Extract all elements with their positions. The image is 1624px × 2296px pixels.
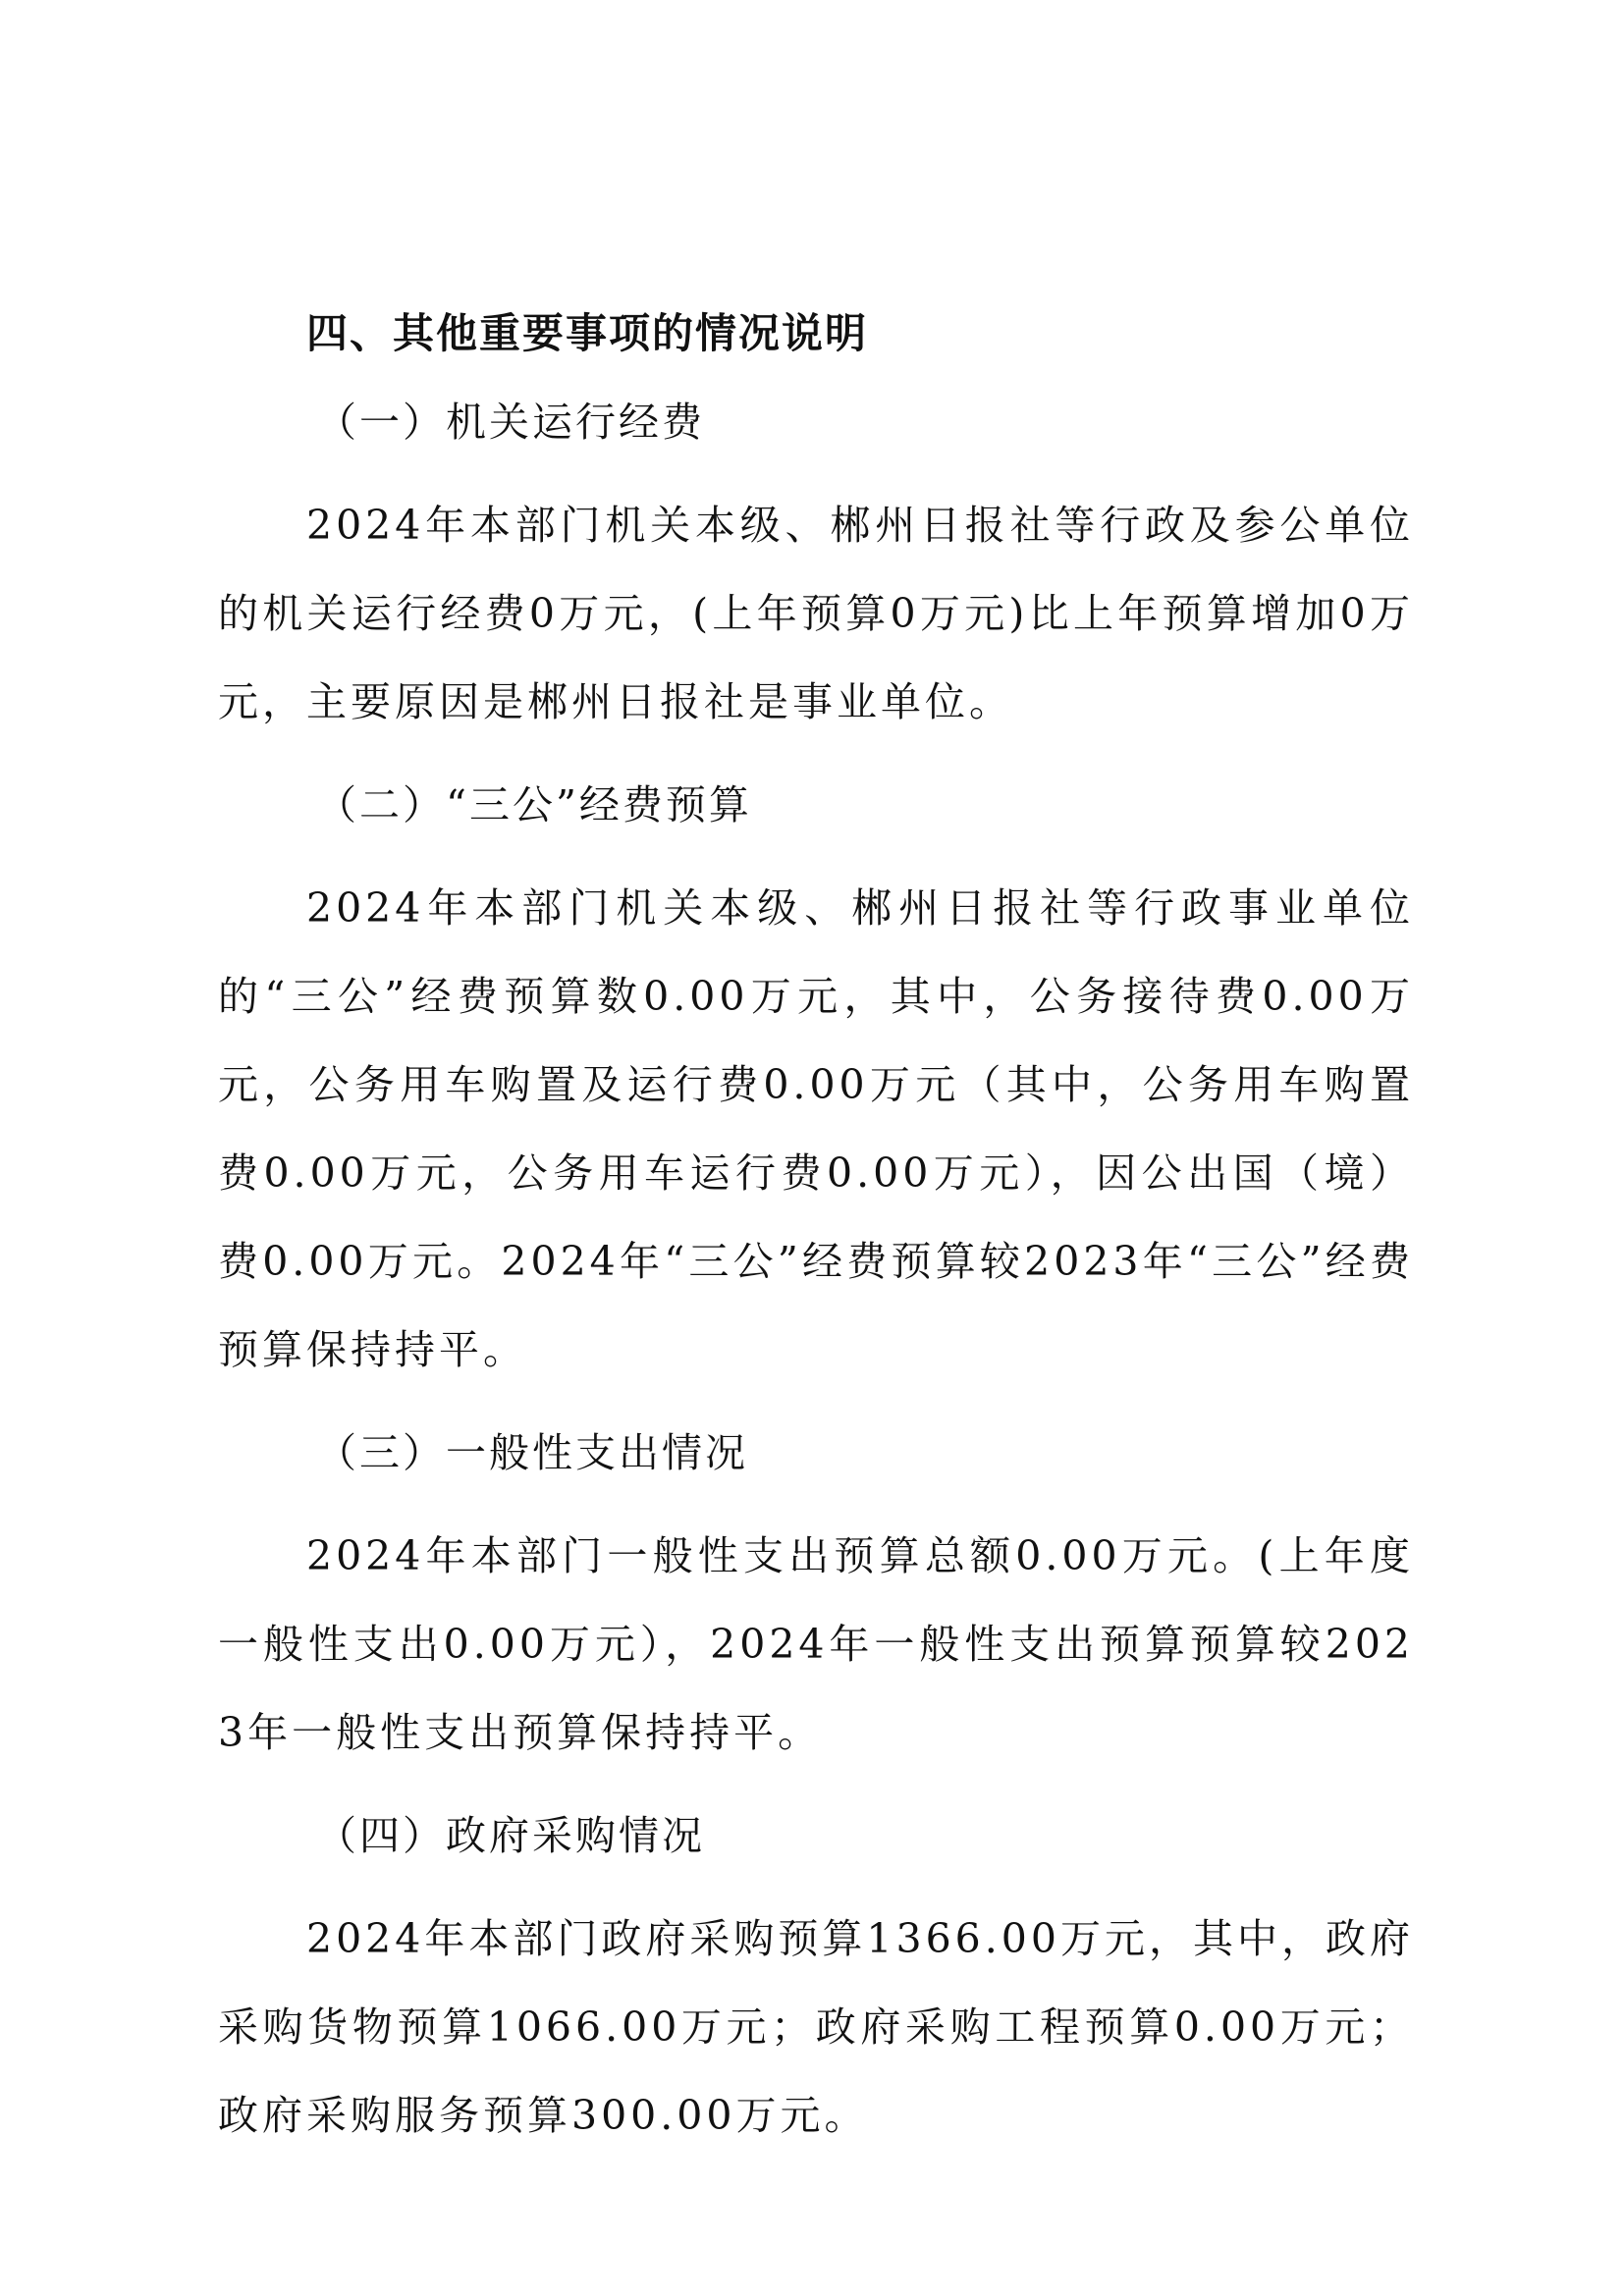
subsection-title-general-expenditure: （三）一般性支出情况 xyxy=(316,1429,748,1476)
document-body xyxy=(218,304,1414,2189)
subsection-title-three-public-expenses: （二）“三公”经费预算 xyxy=(316,781,752,828)
paragraph-government-procurement: 2024年本部门政府采购预算1366.00万元，其中，政府采购货物预算1066.00万元；政府采购工程预算0.00万元；政府采购服务预算300.00万元。 xyxy=(218,1915,1414,2139)
paragraph-office-operating-expenses: 2024年本部门机关本级、郴州日报社等行政及参公单位的机关运行经费0万元，(上年预算0万元)比上年预算增加0万元，主要原因是郴州日报社是事业单位。 xyxy=(218,502,1414,725)
paragraph-three-public-expenses: 2024年本部门机关本级、郴州日报社等行政事业单位的“三公”经费预算数0.00万元，其中，公务接待费0.00万元，公务用车购置及运行费0.00万元（其中，公务用车购置费0.00万元，公务用车运行费0.00万元），因公出国（境）费0.00万元。2024年“三公”经费预算较2023年“三公”经费预算保持持平。 xyxy=(218,884,1414,1373)
subsection-title-office-operating-expenses: （一）机关运行经费 xyxy=(316,399,705,446)
paragraph-general-expenditure: 2024年本部门一般性支出预算总额0.00万元。(上年度一般性支出0.00万元），2024年一般性支出预算预算较2023年一般性支出预算保持持平。 xyxy=(218,1532,1414,1756)
subsection-title-government-procurement: （四）政府采购情况 xyxy=(316,1812,705,1859)
section-heading: 四、其他重要事项的情况说明 xyxy=(306,309,869,357)
